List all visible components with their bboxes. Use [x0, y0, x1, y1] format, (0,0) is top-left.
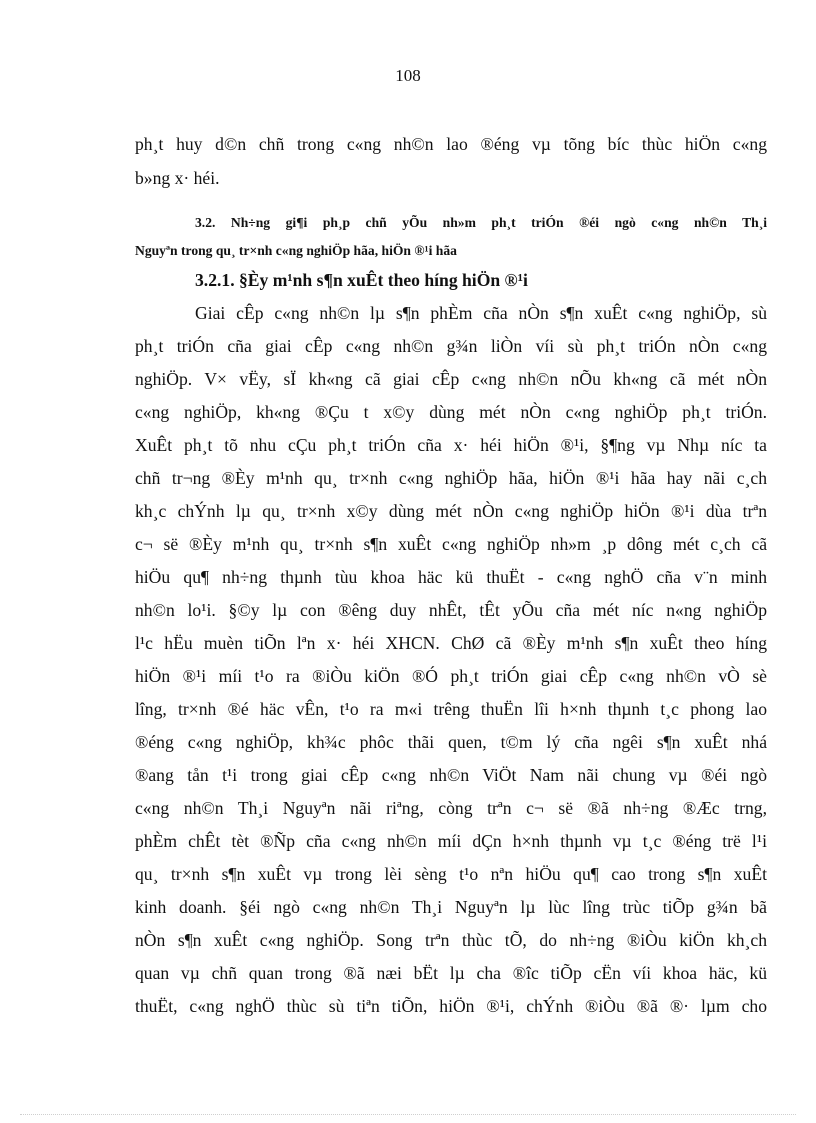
body-line: nÒn s¶n xuÊt c«ng nghiÖp. Song trªn thùc tÕ, do nh÷ng ®iÒu kiÖn kh¸ch [135, 930, 767, 950]
body-line: kinh doanh. §éi ngò c«ng nh©n Th¸i Nguyªn lµ lùc lîng trùc tiÕp g¾n bã [135, 897, 767, 917]
body-line: quan vµ chñ quan trong ®ã næi bËt lµ cha ®îc tiÕp cËn víi khoa häc, kü [135, 963, 767, 983]
body-line: Giai cÊp c«ng nh©n lµ s¶n phÈm cña nÒn s¶n xuÊt c«ng nghiÖp, sù [195, 303, 767, 323]
body-line: kh¸c chÝnh lµ qu¸ tr×nh x©y dùng mét nÒn c«ng nghiÖp hiÖn ®¹i dùa trªn [135, 501, 767, 521]
page-bottom-divider [20, 1114, 796, 1115]
body-line: l¹c hËu muèn tiÕn lªn x· héi XHCN. ChØ cã ®Èy m¹nh s¶n xuÊt theo híng [135, 633, 767, 653]
intro-line: b»ng x· héi. [135, 168, 220, 188]
body-line: ®éng c«ng nghiÖp, kh¾c phôc thãi quen, t©m lý cña ngêi s¶n xuÊt nhá [135, 732, 767, 752]
section-heading: 3.2. Nh÷ng gi¶i ph¸p chñ yÕu nh»m ph¸t triÓn ®éi ngò c«ng nh©n Th¸i [195, 215, 767, 230]
body-line: phÈm chÊt tèt ®Ñp cña c«ng nh©n míi dÇn h×nh thµnh vµ t¸c ®éng trë l¹i [135, 831, 767, 851]
body-line: ph¸t triÓn cña giai cÊp c«ng nh©n g¾n liÒn víi sù ph¸t triÓn nÒn c«ng [135, 336, 767, 356]
intro-line: ph¸t huy d©n chñ trong c«ng nh©n lao ®éng vµ tõng bíc thùc hiÖn c«ng [135, 134, 767, 154]
body-line: nghiÖp. V× vËy, sÏ kh«ng cã giai cÊp c«ng nh©n nÕu kh«ng cã mét nÒn [135, 369, 767, 389]
body-line: c¬ së ®Èy m¹nh qu¸ tr×nh s¶n xuÊt c«ng nghiÖp nh»m ¸p dông mét c¸ch cã [135, 534, 767, 554]
body-line: c«ng nghiÖp, kh«ng ®Çu t x©y dùng mét nÒn c«ng nghiÖp ph¸t triÓn. [135, 402, 767, 422]
body-line: hiÖu qu¶ nh÷ng thµnh tùu khoa häc kü thuËt - c«ng nghÖ cña v¨n minh [135, 567, 767, 587]
section-heading: Nguyªn trong qu¸ tr×nh c«ng nghiÖp hãa, hiÖn ®¹i hãa [135, 243, 457, 258]
body-line: ®ang tån t¹i trong giai cÊp c«ng nh©n ViÖt Nam nãi chung vµ ®éi ngò [135, 765, 767, 785]
body-line: qu¸ tr×nh s¶n xuÊt vµ trong lèi sèng t¹o nªn hiÖu qu¶ cao trong s¶n xuÊt [135, 864, 767, 884]
body-line: nh©n lo¹i. §©y lµ con ®êng duy nhÊt, tÊt yÕu cña mét níc n«ng nghiÖp [135, 600, 767, 620]
body-line: c«ng nh©n Th¸i Nguyªn nãi riªng, còng trªn c¬ së ®ã nh÷ng ®Æc trng, [135, 798, 767, 818]
page-number: 108 [395, 66, 421, 85]
body-line: lîng, tr×nh ®é häc vÊn, t¹o ra m«i trêng thuËn lîi h×nh thµnh t¸c phong lao [135, 699, 767, 719]
subsection-heading: 3.2.1. §Èy m¹nh s¶n xuÊt theo híng hiÖn ®¹i [195, 270, 528, 290]
body-line: XuÊt ph¸t tõ nhu cÇu ph¸t triÓn cña x· héi hiÖn ®¹i, §¶ng vµ Nhµ níc ta [135, 435, 767, 455]
body-line: chñ tr¬ng ®Èy m¹nh qu¸ tr×nh c«ng nghiÖp hãa, hiÖn ®¹i hãa hay nãi c¸ch [135, 468, 767, 488]
body-line: thuËt, c«ng nghÖ thùc sù tiªn tiÕn, hiÖn ®¹i, chÝnh ®iÒu ®ã ®· lµm cho [135, 996, 767, 1016]
body-line: hiÖn ®¹i míi t¹o ra ®iÒu kiÖn ®Ó ph¸t triÓn giai cÊp c«ng nh©n vÒ sè [135, 666, 767, 686]
